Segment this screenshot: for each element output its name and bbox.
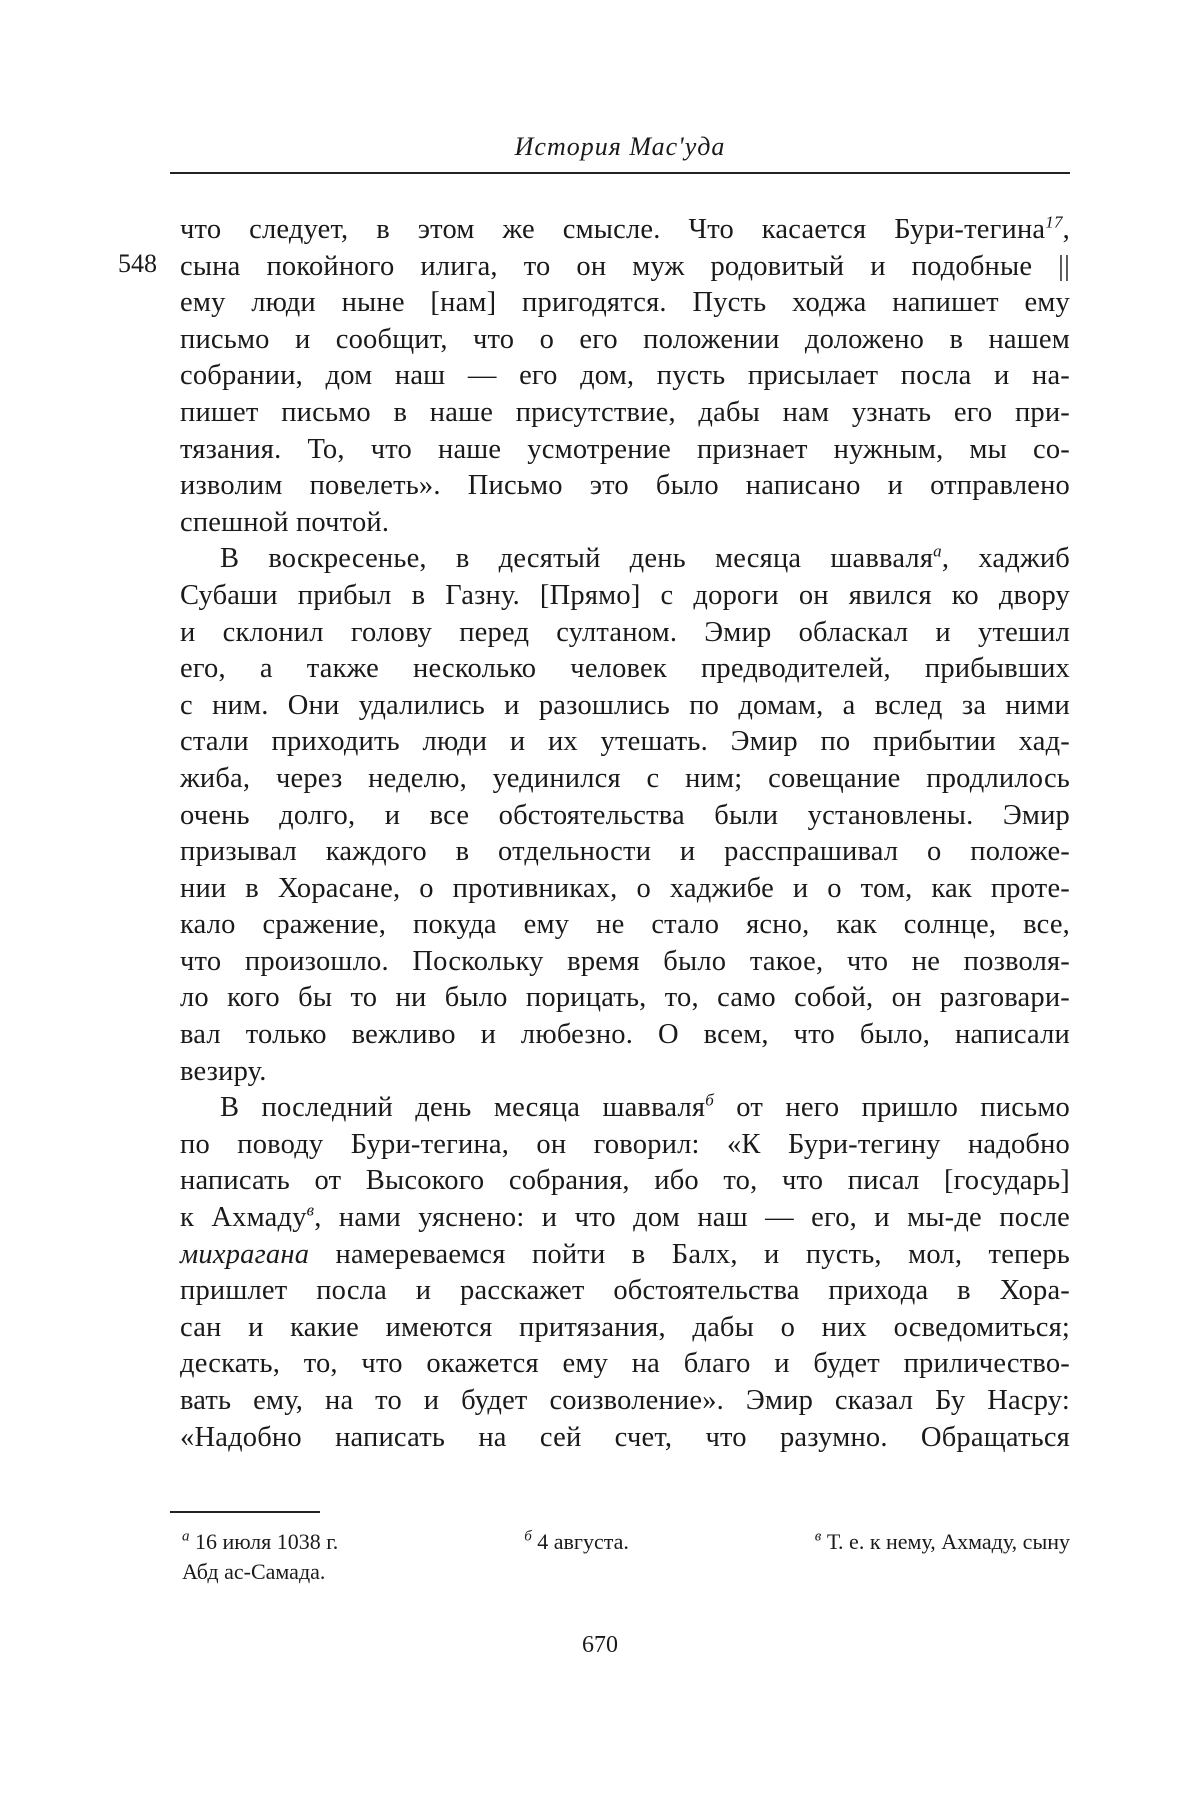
footnote-b: $^б$ 4 августа. [524,1528,629,1554]
text-line: изволим повелеть». Письмо это было написано и отправлено [180,470,1070,502]
text-line: спешной почтой. [180,506,390,538]
text-line: что произошло. Поскольку время было такое, что не позволя- [180,945,1070,977]
running-header: История Мас'уда [514,132,726,161]
text-line: везиру. [180,1055,267,1087]
page-number: 670 [582,1632,618,1658]
text-line: сан и какие имеются притязания, дабы о них осведомиться; [180,1311,1070,1343]
footnote-ref: в [306,1200,315,1220]
text-line: по поводу Бури-тегина, он говорил: «К Бури-тегину надобно [180,1128,1070,1160]
text-line: вать ему, на то и будет соизволение». Эмир сказал Бу Насру: [180,1385,1070,1416]
text-line: сына покойного илига, то он муж родовитый и подобные || [180,250,1070,282]
text-line: тязания. То, что наше усмотрение признает нужным, мы со- [180,433,1070,465]
footnote-a: $^а$ 16 июля 1038 г. [182,1528,339,1554]
text-line: жиба, через неделю, уединился с ним; совещание продлилось [180,762,1070,794]
text-line: написать от Высокого собрания, ибо то, что писал [государь] [180,1165,1070,1197]
text-line: его, а также несколько человек предводителей, прибывших [180,653,1070,685]
footnote-row [182,1527,1070,1557]
text-line: собрании, дом наш — его дом, пусть присылает посла и на- [180,360,1070,392]
footnote-v-continued: Абд ас-Самада. [182,1559,326,1584]
text-line: В воскресенье, в десятый день месяца шавваля$^а$, хаджиб [220,541,1070,575]
footnote-ref: а [933,541,942,561]
footnote-v: $^в$ Т. е. к нему, Ахмаду, сыну [814,1528,1070,1554]
text-line: В последний день месяца шавваля$^б$ от него пришло письмо [220,1090,1070,1124]
text-line: очень долго, и все обстоятельства были установлены. Эмир [180,799,1070,831]
body-text [180,212,1070,1456]
text-line: пишет письмо в наше присутствие, дабы нам узнать его при- [180,396,1070,428]
text-line: «Надобно написать на сей счет, что разумно. Обращаться [180,1421,1070,1453]
footnotes [182,1527,1070,1587]
text-line: ло кого бы то ни было порицать, то, само собой, он разговари- [180,982,1070,1014]
text-line: нии в Хорасане, о противниках, о хаджибе и о том, как проте- [180,872,1070,904]
header-rule [170,172,1070,174]
text-line: михрагана намереваемся пойти в Балх, и пусть, мол, теперь [180,1238,1070,1270]
text-line: кало сражение, покуда ему не стало ясно, как солнце, все, [180,909,1070,941]
text-line: вал только вежливо и любезно. О всем, что было, написали [180,1019,1070,1051]
margin-page-marker: 548 [118,249,157,278]
text-line: призывал каждого в отдельности и расспрашивал о положе- [180,836,1070,868]
footnote-ref: 17 [1045,212,1063,232]
text-line: письмо и сообщит, что о его положении доложено в нашем [180,323,1070,355]
footnote-rule [170,1511,320,1513]
text-line: что следует, в этом же смысле. Что касается Бури-тегина$^{17}$, [180,212,1070,245]
text-line: стали приходить люди и их утешать. Эмир по прибытии хад- [180,726,1070,758]
text-line: и склонил голову перед султаном. Эмир обласкал и утешил [180,616,1070,648]
text-line: ему люди ныне [нам] пригодятся. Пусть ходжа напишет ему [180,287,1070,319]
text-line: с ним. Они удалились и разошлись по домам, а вслед за ними [180,689,1070,721]
text-line: Субаши прибыл в Газну. [Прямо] с дороги он явился ко двору [180,579,1070,611]
footnote-ref: б [705,1090,714,1110]
text-line: дескать, то, что окажется ему на благо и будет приличество- [180,1348,1070,1380]
text-line: пришлет посла и расскажет обстоятельства прихода в Хора- [180,1275,1070,1307]
text-line: к Ахмаду$^в$, нами уяснено: и что дом наш — его, и мы-де после [180,1200,1070,1234]
